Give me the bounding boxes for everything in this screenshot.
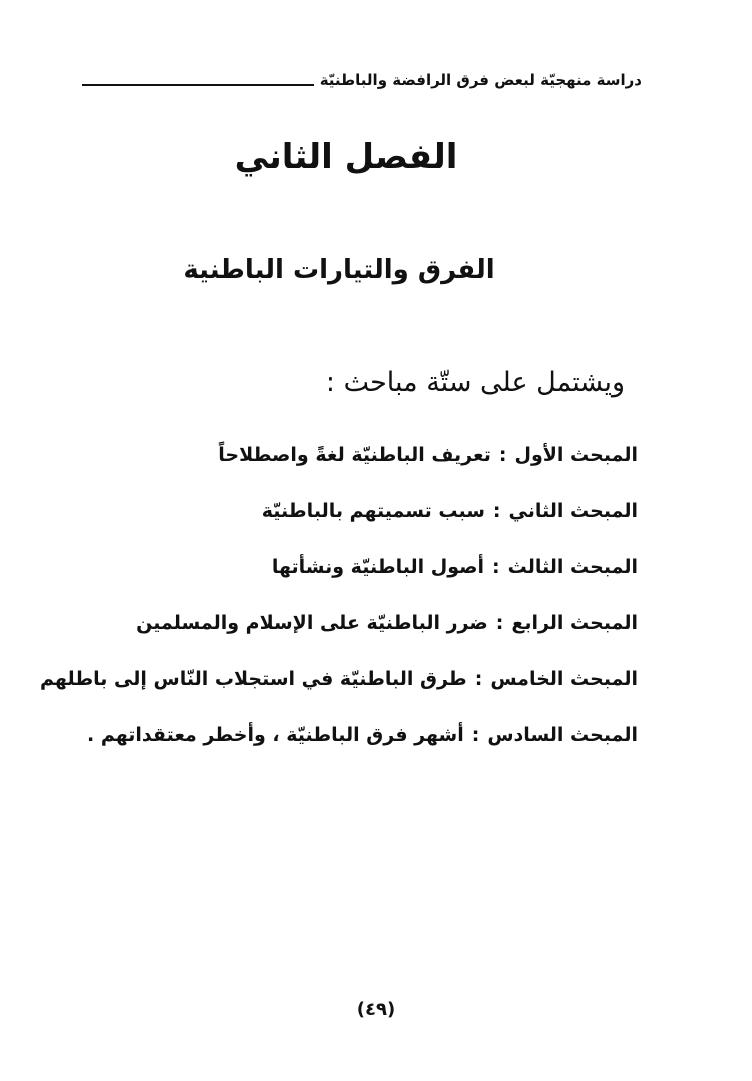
topic-item <box>70 542 638 598</box>
page-number: (٤٩) <box>356 999 396 1020</box>
running-title: دراسة منهجيّة لبعض فرق الرافضة والباطنيّة <box>319 71 642 89</box>
chapter-title: الفصل الثاني <box>234 137 458 177</box>
topic-label: المبحث الخامس <box>490 668 638 690</box>
topic-label: المبحث الرابع <box>511 612 638 634</box>
topic-separator: : <box>495 612 504 634</box>
chapter-subtitle: الفرق والتيارات الباطنية <box>183 255 495 285</box>
topic-text: طرق الباطنيّة في استجلاب النّاس إلى باطلهم <box>40 668 467 690</box>
topic-text: سبب تسميتهم بالباطنيّة <box>261 500 485 522</box>
topic-item <box>70 486 638 542</box>
topic-separator: : <box>498 444 507 466</box>
topic-text: أشهر فرق الباطنيّة ، وأخطر معتقداتهم . <box>87 724 464 746</box>
chapter-intro: ويشتمل على ستّة مباحث : <box>325 367 625 398</box>
topic-label: المبحث الثالث <box>507 556 638 578</box>
topic-separator: : <box>471 724 480 746</box>
running-header <box>82 60 642 90</box>
topic-text: أصول الباطنيّة ونشأتها <box>271 556 485 578</box>
topic-label: المبحث السادس <box>487 724 638 746</box>
topic-label: المبحث الثاني <box>508 500 638 522</box>
topic-text: ضرر الباطنيّة على الإسلام والمسلمين <box>136 612 488 634</box>
topic-separator: : <box>492 500 501 522</box>
topics-list <box>40 430 638 766</box>
topic-item <box>40 654 638 710</box>
topic-label: المبحث الأول <box>514 444 638 466</box>
header-rule <box>82 84 314 86</box>
topic-item <box>70 598 638 654</box>
topic-separator: : <box>474 668 483 690</box>
topic-item <box>70 430 638 486</box>
topic-separator: : <box>492 556 500 578</box>
topic-item <box>70 710 638 766</box>
topic-text: تعريف الباطنيّة لغةً واصطلاحاً <box>218 444 491 466</box>
